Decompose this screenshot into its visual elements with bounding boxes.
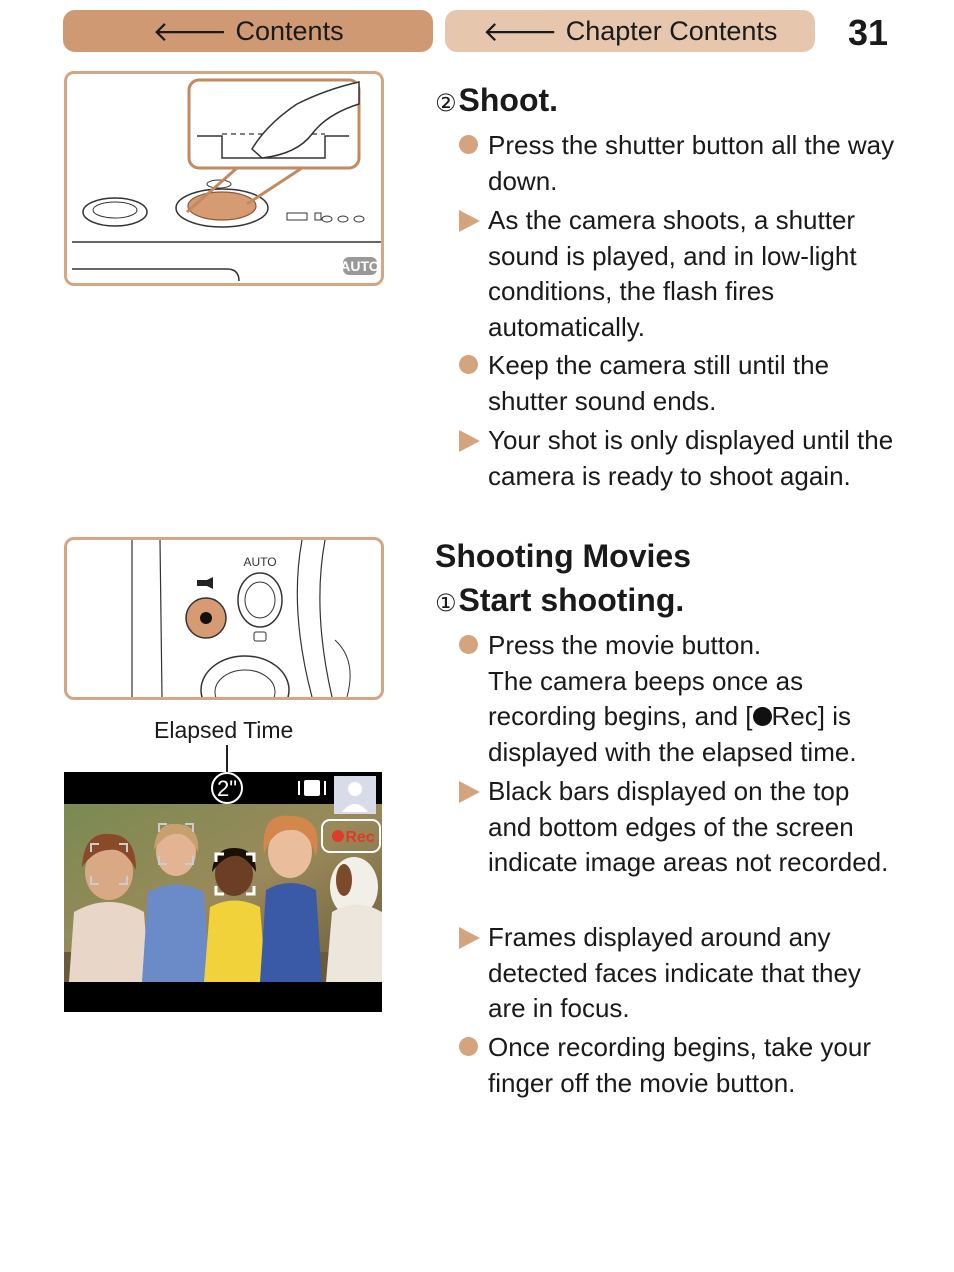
contents-label: Contents bbox=[235, 15, 344, 46]
elapsed-time-value: 2" bbox=[216, 776, 238, 801]
elapsed-time-label: Elapsed Time bbox=[154, 717, 294, 743]
circle-bullet-icon bbox=[459, 635, 478, 654]
auto-mode-badge: AUTO bbox=[340, 258, 380, 274]
movie-bullet: Black bars displayed on the top and bottom edges of the screen indicate image areas not recorded. bbox=[459, 774, 899, 881]
circle-bullet-icon bbox=[459, 355, 478, 374]
triangle-bullet-icon bbox=[459, 210, 480, 232]
chapter-contents-button[interactable] bbox=[445, 10, 815, 52]
contents-button[interactable] bbox=[63, 10, 433, 52]
movie-bullet: Once recording begins, take your finger off the movie button. bbox=[459, 1030, 899, 1101]
shoot-bullet: Keep the camera still until the shutter sound ends. bbox=[459, 348, 899, 419]
rec-indicator: Rec bbox=[345, 829, 375, 846]
movie-bullet: Frames displayed around any detected faces indicate that they are in focus. bbox=[459, 920, 899, 1027]
circle-bullet-icon bbox=[459, 1037, 478, 1056]
record-dot-icon bbox=[753, 707, 772, 726]
shoot-bullet: Press the shutter button all the way down. bbox=[459, 128, 899, 199]
movie-button-illustration bbox=[64, 537, 384, 700]
step-marker: ② bbox=[435, 90, 457, 117]
start-shooting-heading: ① Start shooting. bbox=[435, 582, 685, 618]
shoot-bullet: As the camera shoots, a shutter sound is played, and in low-light conditions, the flash fires automatically. bbox=[459, 203, 899, 345]
circle-bullet-icon bbox=[459, 135, 478, 154]
triangle-bullet-icon bbox=[459, 430, 480, 452]
triangle-bullet-icon bbox=[459, 927, 480, 949]
svg-text:AUTO: AUTO bbox=[243, 555, 277, 569]
page-number: 31 bbox=[848, 12, 889, 53]
back-arrow-icon: 🡐 bbox=[152, 16, 228, 47]
step-marker: ① bbox=[435, 590, 457, 617]
shooting-movies-heading: Shooting Movies bbox=[435, 538, 691, 574]
back-arrow-icon: 🡐 bbox=[482, 16, 558, 47]
shutter-press-illustration bbox=[64, 71, 384, 286]
shoot-bullet: Your shot is only displayed until the camera is ready to shoot again. bbox=[459, 423, 899, 494]
shoot-heading: ② Shoot. bbox=[435, 82, 559, 118]
chapter-contents-label: Chapter Contents bbox=[565, 15, 778, 46]
camera-screen-image bbox=[64, 772, 382, 1012]
movie-bullet: Press the movie button. The camera beeps once as recording begins, and [ Rec] is displayed with the elapsed time. bbox=[459, 628, 899, 770]
callout-line bbox=[226, 745, 228, 775]
triangle-bullet-icon bbox=[459, 781, 480, 803]
